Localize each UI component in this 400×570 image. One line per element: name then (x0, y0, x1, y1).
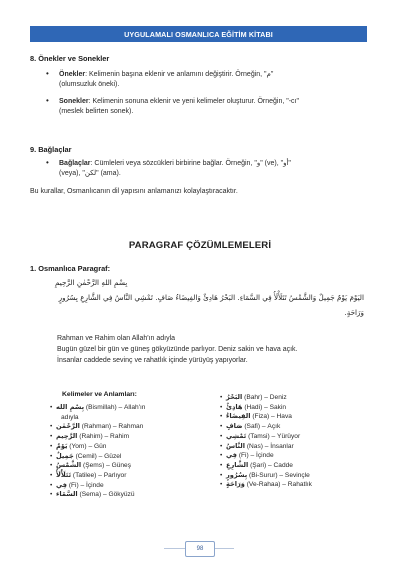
vocab-item (220, 393, 370, 403)
vocab-meaning: (Ve-Rahaa) – Rahatlık (246, 481, 312, 489)
bullet-icon: • (220, 442, 226, 450)
bullet-icon: • (220, 461, 226, 469)
sonek-term: Sonekler (59, 98, 89, 105)
bullet-icon: • (220, 471, 226, 479)
vocab-meaning: (Bi-Surur) – Sevinçle (249, 471, 310, 479)
basmala-arabic: بِسْمِ اللهِ الرَّحْمٰنِ الرَّحِيمِ (55, 278, 128, 287)
vocab-meaning: (Safi) – Açık (244, 423, 281, 431)
vocab-item (50, 461, 200, 471)
vocab-item (50, 442, 200, 452)
vocab-arabic: وَرَاحَةٍ (225, 480, 245, 489)
book-title: UYGULAMALI OSMANLICA EĞİTİM KİTABI (124, 29, 273, 39)
vocab-arabic: بِسْمِ الله (55, 403, 85, 411)
paragraph-arabic-line: اليَوْمَ يَوْمٌ جَمِيلٌ وَالشَّمْسُ تَتَلَأْلَأُ فِي السَّمَاءِ. البَحْرُ هَادِئٌ وَالفِيضَاءُ صَافٍ. تَمْشِي النَّاسُ فِي الشَّارِعِ بِسُرُورٍ (58, 293, 364, 302)
vocab-arabic: الرَّحِيم (55, 432, 78, 441)
vocab-arabic: الفِيضَاءُ (225, 412, 251, 421)
vocab-item (220, 471, 370, 481)
bullet-icon: • (46, 69, 49, 78)
vocab-meaning: (Hadi) – Sakin (244, 403, 287, 411)
vocab-meaning: (Yom) – Gün (69, 442, 107, 450)
bullet-icon: • (220, 423, 226, 431)
vocab-meaning: (Tatilee) – Parlıyor (72, 471, 127, 479)
vocab-item (220, 403, 370, 413)
vocab-meaning: (Nas) – İnsanlar (246, 442, 294, 450)
vocab-arabic: فِي (55, 480, 67, 489)
sonek-example: (meslek belirten sonek). (59, 108, 134, 115)
vocab-item (220, 422, 370, 432)
vocab-left-list (50, 403, 200, 500)
baglac-term: Bağlaçlar (59, 160, 91, 167)
vocab-item (220, 412, 370, 422)
vocab-meaning: (Sema) – Gökyüzü (79, 491, 135, 499)
vocab-meaning: (Fi) – İçinde (68, 481, 104, 489)
vocab-arabic: السَّمَاء (55, 490, 78, 499)
bullet-icon: • (46, 96, 49, 105)
vocab-arabic: تَمْشِي (225, 431, 247, 440)
vocab-meaning: (Rahim) – Rahim (79, 433, 130, 441)
bullet-icon: • (220, 432, 226, 440)
vocab-arabic: جَمِيلٌ (55, 451, 74, 460)
bullet-icon: • (50, 471, 56, 479)
sonek-definition: : Kelimenin sonuna eklenir ve yeni kelimeler oluşturur. Örneğin, "-cı" (88, 98, 299, 105)
vocab-meaning: (Şari) – Cadde (250, 461, 293, 469)
paragraf-title: PARAGRAF ÇÖZÜMLEMELERİ (128, 240, 272, 251)
vocab-meaning-continued: adıyla (61, 413, 79, 421)
vocab-meaning: (Cemil) – Güzel (75, 452, 122, 460)
sonek-item (59, 97, 371, 107)
vocab-item (220, 480, 370, 490)
vocab-arabic: الرَّحْمٰن (55, 422, 80, 431)
vocab-right-list (220, 393, 370, 490)
onek-definition: : Kelimenin başına eklenir ve anlamını değiştirir. Örneğin, "م" (85, 71, 274, 78)
section-9-heading: 9. Bağlaçlar (30, 145, 72, 154)
bullet-icon: • (220, 394, 226, 401)
book-title-banner (30, 26, 367, 42)
vocab-meaning: (Fiza) – Hava (252, 413, 292, 421)
vocab-arabic: النَّاسُ (225, 441, 245, 450)
vocab-meaning: (Tamsi) – Yürüyor (248, 432, 301, 440)
bullet-icon: • (50, 462, 56, 470)
onek-item (59, 70, 369, 80)
bullet-icon: • (46, 158, 49, 167)
vocab-meaning: (Bahr) – Deniz (244, 394, 287, 401)
vocab-arabic: البَحْرُ (225, 393, 243, 401)
vocab-item (50, 471, 200, 481)
page-number-footer (164, 541, 234, 559)
bullet-icon: • (50, 491, 56, 499)
vocab-item (50, 481, 200, 491)
vocab-arabic: الشَّمْسُ (55, 461, 82, 470)
bullet-icon: • (220, 403, 226, 411)
section-8-heading: 8. Önekler ve Sonekler (30, 54, 110, 63)
vocab-arabic: صَافٍ (225, 422, 243, 431)
vocab-arabic: هَادِئٌ (225, 402, 243, 411)
bullet-icon: • (50, 452, 56, 460)
paragraf-subheading: 1. Osmanlıca Paragraf: (30, 264, 111, 273)
bullet-icon: • (50, 442, 56, 450)
baglac-definition: : Cümleleri veya sözcükleri birbirine bağlar. Örneğin, "و" (ve), "أو" (90, 160, 291, 167)
vocab-meaning: (Bismillah) – Allah'ın (85, 404, 146, 411)
vocab-item (220, 442, 370, 452)
bullet-icon: • (220, 481, 226, 489)
vocab-arabic: فِي (225, 451, 237, 460)
paragraph-arabic-line: وَرَاحَةٍ. (344, 308, 364, 317)
page-number: 98 (185, 541, 215, 557)
vocab-meaning: (Rahman) – Rahman (81, 423, 144, 431)
bullet-icon: • (220, 452, 226, 460)
vocab-meaning: (Şems) – Güneş (83, 462, 132, 470)
turkish-translation-line: Bugün güzel bir gün ve güneş gökyüzünde parlıyor. Deniz sakin ve hava açık. (57, 346, 298, 353)
onek-term: Önekler (59, 71, 86, 78)
bullet-icon: • (220, 413, 226, 421)
onek-example: (olumsuzluk öneki). (59, 81, 120, 88)
bullet-icon: • (50, 404, 56, 411)
vocab-item (50, 432, 200, 442)
turkish-translation-line: Rahman ve Rahim olan Allah'ın adıyla (57, 335, 176, 342)
vocab-arabic: الشَّارِعِ (225, 460, 249, 469)
vocab-meaning: (Fi) – İçinde (238, 452, 274, 460)
bullet-icon: • (50, 423, 56, 431)
vocab-item (50, 422, 200, 432)
turkish-translation-line: İnsanlar caddede sevinç ve rahatlık içinde yürüyüş yapıyorlar. (57, 357, 248, 364)
closing-sentence: Bu kurallar, Osmanlıcanın dil yapısını anlamanızı kolaylaştıracaktır. (30, 188, 238, 195)
vocab-item (50, 452, 200, 462)
vocab-arabic: بِسُرُورٍ (225, 470, 248, 479)
vocab-arabic: تَتَلَأْلَأُ (55, 470, 72, 479)
bullet-icon: • (50, 481, 56, 489)
vocab-heading: Kelimeler ve Anlamları: (62, 391, 137, 398)
vocab-arabic: يَوْمٌ (55, 441, 68, 450)
bullet-icon: • (50, 433, 56, 441)
vocab-item (220, 432, 370, 442)
baglac-example: (veya), "لكن" (ama). (59, 170, 121, 177)
vocab-item (220, 461, 370, 471)
baglac-item (59, 159, 371, 169)
vocab-item (50, 403, 200, 413)
vocab-item (220, 451, 370, 461)
vocab-item (50, 490, 200, 500)
